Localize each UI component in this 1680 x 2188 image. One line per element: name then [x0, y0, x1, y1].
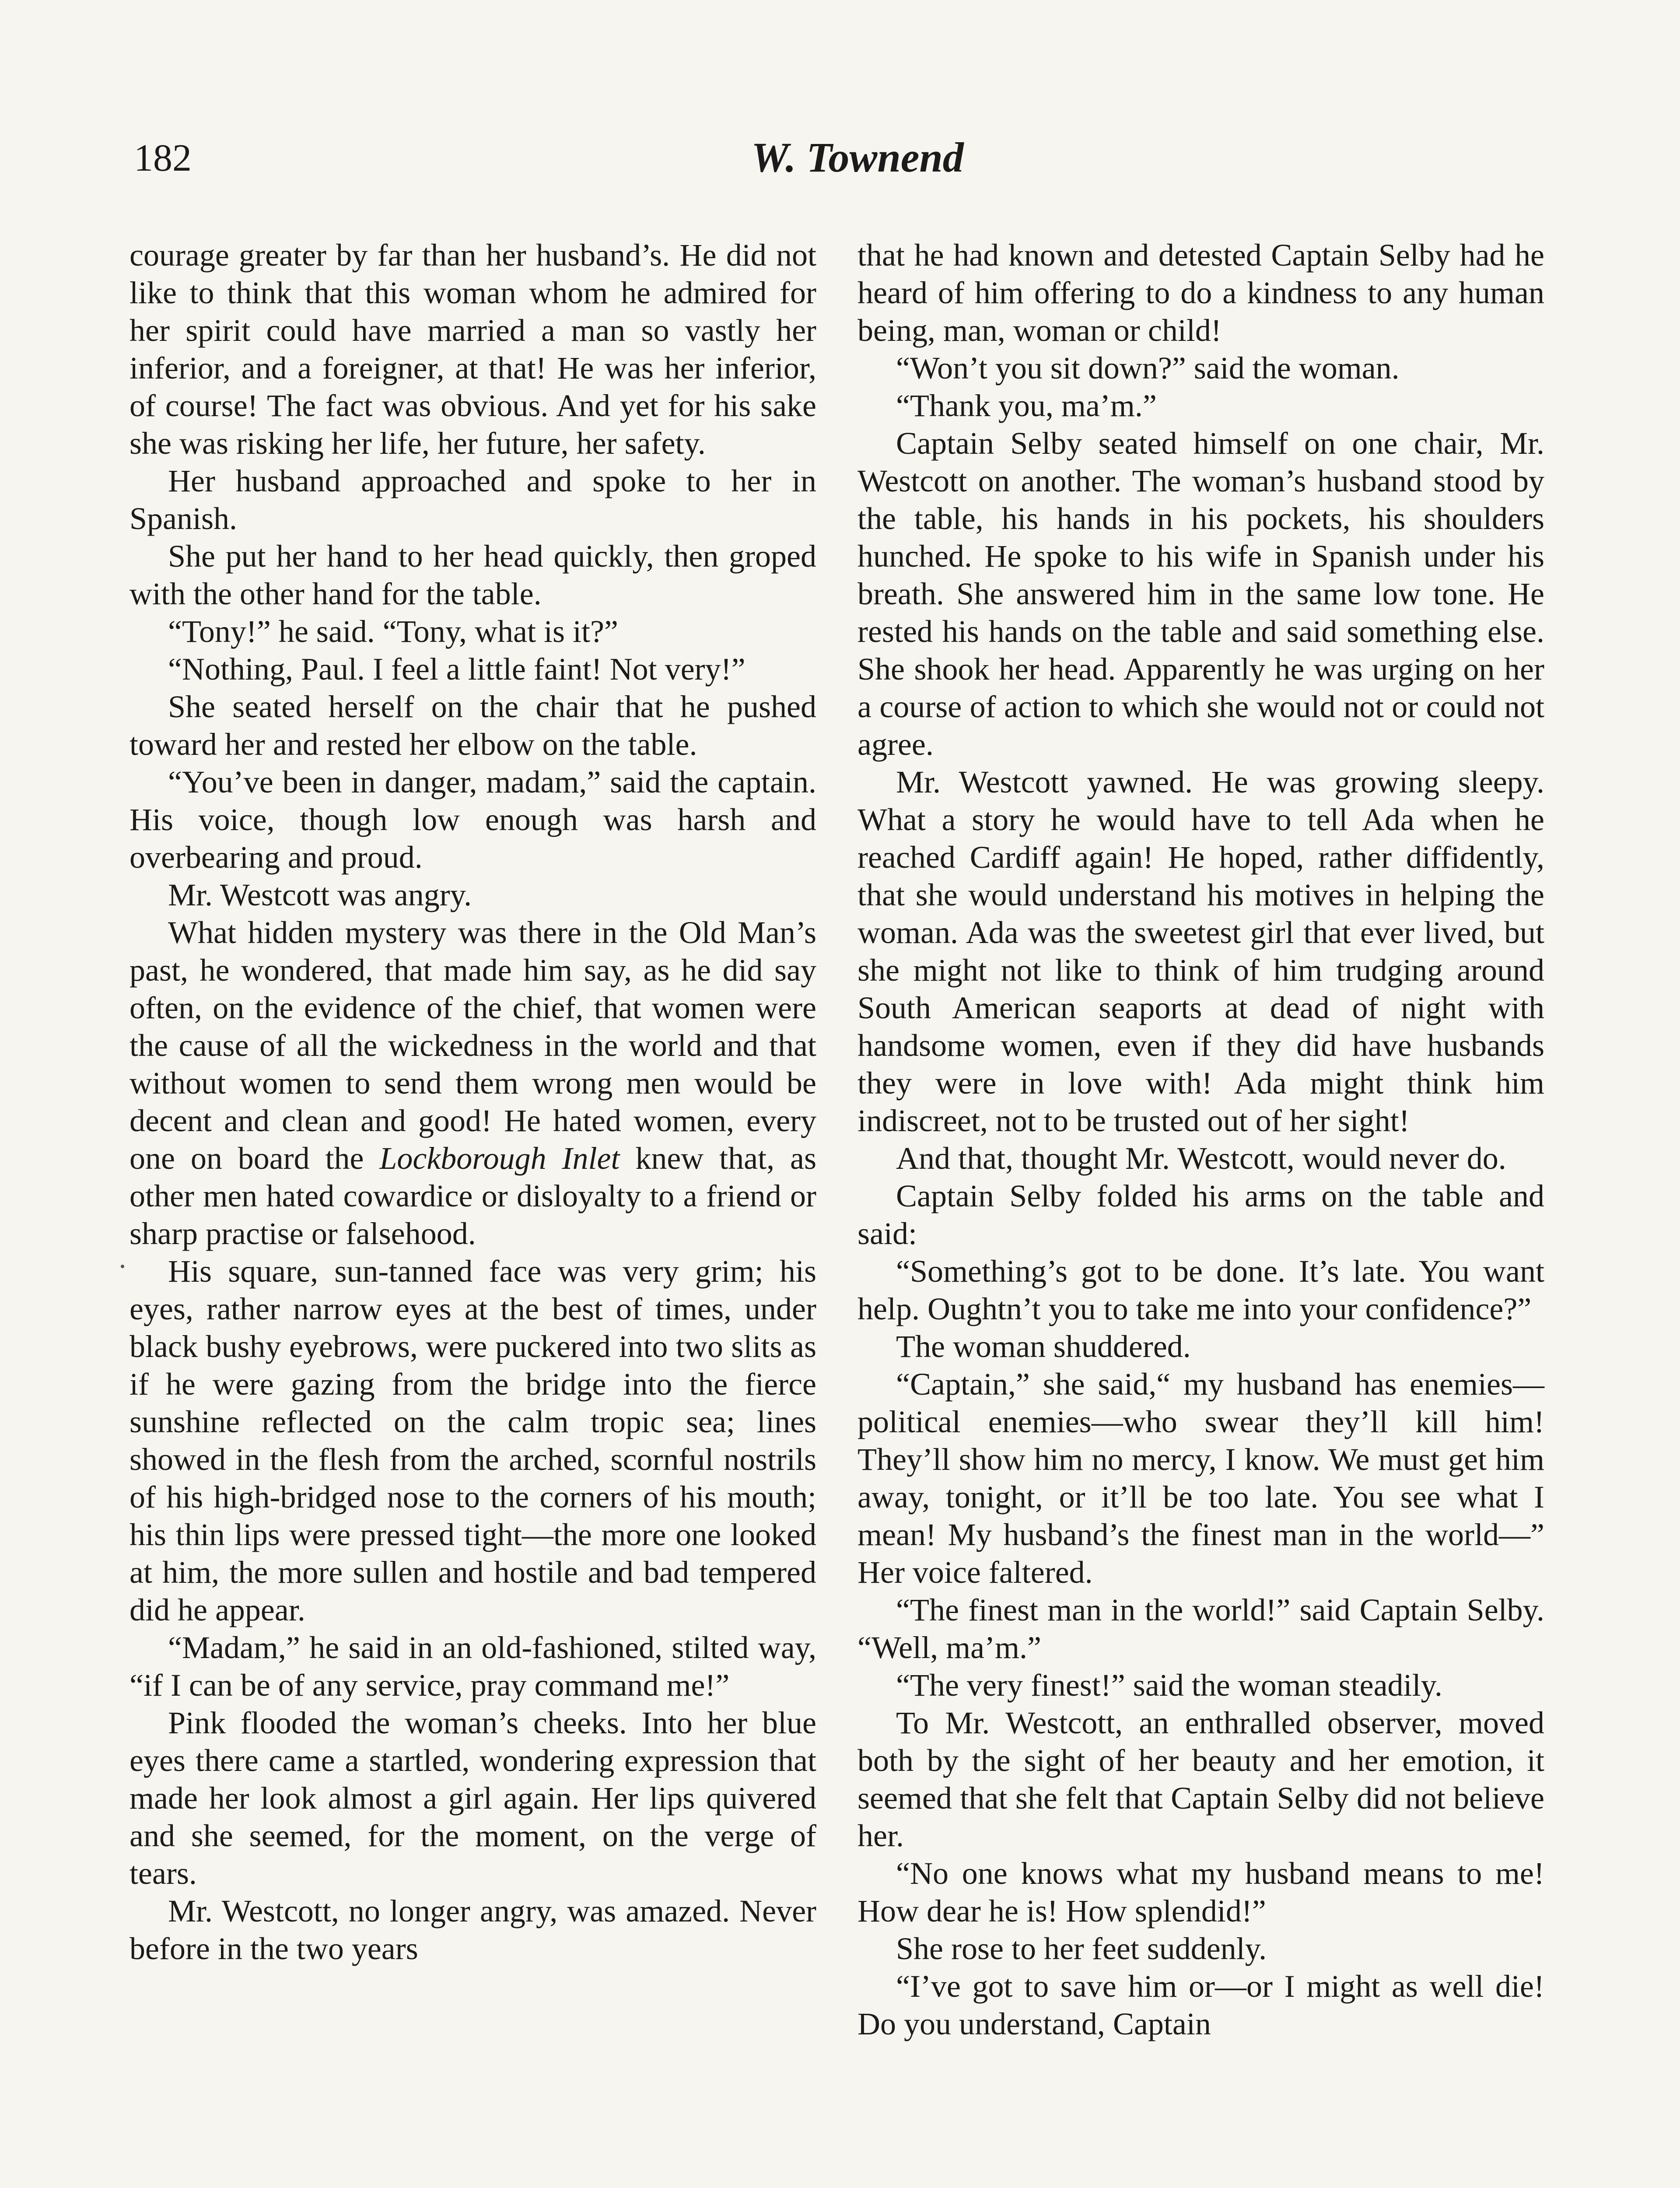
paragraph: And that, thought Mr. Westcott, would never do. — [896, 1141, 1506, 1176]
paragraph: To Mr. Westcott, an enthralled observer, moved both by the sight of her beauty and her emotion, it seemed that she felt that Captain Selby did not believe her. — [858, 1705, 1544, 1853]
right-column — [858, 236, 1544, 2043]
paragraph: “Tony!” he said. “Tony, what is it?” — [168, 614, 618, 649]
paragraph: Mr. Westcott yawned. He was growing sleepy. What a story he would have to tell Ada when he reached Cardiff again! He hoped, rather diffidently, that she would understand his motives in helping the woman. Ada was the sweetest girl that ever lived, but she might not like to think of him trudging around South American seaports at dead of night with handsome women, even if they did have husbands they were in love with! Ada might think him indiscreet, not to be trusted out of her sight! — [858, 764, 1544, 1138]
paragraph: She put her hand to her head quickly, then groped with the other hand for the table. — [130, 539, 816, 611]
paragraph: “I’ve got to save him or—or I might as well die! Do you understand, Captain — [858, 1969, 1544, 2041]
page-number: 182 — [134, 137, 192, 179]
paragraph — [130, 914, 816, 1252]
left-column — [130, 236, 816, 1967]
running-head: W. Townend — [751, 134, 964, 181]
paragraph: She seated herself on the chair that he pushed toward her and rested her elbow on the table. — [130, 689, 816, 762]
paragraph: Her husband approached and spoke to her in Spanish. — [130, 463, 816, 536]
paragraph: She rose to her feet suddenly. — [896, 1931, 1267, 1966]
paragraph: “The finest man in the world!” said Captain Selby. “Well, ma’m.” — [858, 1592, 1544, 1665]
paragraph: “Something’s got to be done. It’s late. You want help. Oughtn’t you to take me into your confidence?” — [858, 1254, 1544, 1326]
paragraph: His square, sun-tanned face was very grim; his eyes, rather narrow eyes at the best of times, under black bushy eyebrows, were puckered into two slits as if he were gazing from the bridge into the fierce sunshine reflected on the calm tropic sea; lines showed in the flesh from the arched, scornful nostrils of his high-bridged nose to the corners of his mouth; his thin lips were pressed tight—the more one looked at him, the more sullen and hostile and bad tempered did he appear. — [130, 1254, 816, 1627]
paragraph: “The very finest!” said the woman steadily. — [896, 1668, 1442, 1703]
paragraph: “Captain,” she said,“ my husband has enemies—political enemies—who swear they’ll kill him! They’ll show him no mercy, I know. We must get him away, tonight, or it’ll be too late. You see what I mean! My husband’s the finest man in the world—” Her voice faltered. — [858, 1367, 1544, 1590]
paragraph: Mr. Westcott was angry. — [168, 877, 472, 912]
paragraph: “Won’t you sit down?” said the woman. — [896, 351, 1400, 386]
paragraph: Mr. Westcott, no longer angry, was amazed. Never before in the two years — [130, 1893, 816, 1966]
paragraph: Captain Selby folded his arms on the table and said: — [858, 1178, 1544, 1251]
paragraph: Captain Selby seated himself on one chair, Mr. Westcott on another. The woman’s husband stood by the table, his hands in his pockets, his shoulders hunched. He spoke to his wife in Spanish under his breath. She answered him in the same low tone. He rested his hands on the table and said something else. She shook her head. Apparently he was urging on her a course of action to which she would not or could not agree. — [858, 426, 1544, 762]
paragraph: Pink flooded the woman’s cheeks. Into her blue eyes there came a startled, wondering expression that made her look almost a girl again. Her lips quivered and she seemed, for the moment, on the verge of tears. — [130, 1705, 816, 1891]
ship-name: Lockborough Inlet — [379, 1141, 620, 1176]
paragraph: “You’ve been in danger, madam,” said the captain. His voice, though low enough was harsh and overbearing and proud. — [130, 764, 816, 875]
paragraph-text: What hidden mystery was there in the Old Man’s past, he wondered, that made him say, as he did say often, on the evidence of the chief, that women were the cause of all the wickedness in the world and that without women to send them wrong men would be decent and clean and good! He hated women, every one on board the — [130, 915, 816, 1176]
paragraph: “Thank you, ma’m.” — [896, 388, 1157, 423]
paragraph-text: knew that, as other men hated cowardice or disloyalty to a friend or sharp practise or falsehood. — [130, 1141, 816, 1251]
paragraph: “No one knows what my husband means to me! How dear he is! How splendid!” — [858, 1856, 1544, 1929]
paragraph: that he had known and detested Captain Selby had he heard of him offering to do a kindness to any human being, man, woman or child! — [858, 238, 1544, 348]
paragraph: The woman shuddered. — [896, 1329, 1191, 1364]
paragraph: courage greater by far than her husband’s. He did not like to think that this woman whom he admired for her spirit could have married a man so vastly her inferior, and a foreigner, at that! He was her inferior, of course! The fact was obvious. And yet for his sake she was risking her life, her future, her safety. — [130, 238, 816, 461]
paragraph: “Madam,” he said in an old-fashioned, stilted way, “if I can be of any service, pray command me!” — [130, 1630, 816, 1703]
paragraph: “Nothing, Paul. I feel a little faint! Not very!” — [168, 652, 746, 687]
stray-mark — [121, 1265, 124, 1268]
